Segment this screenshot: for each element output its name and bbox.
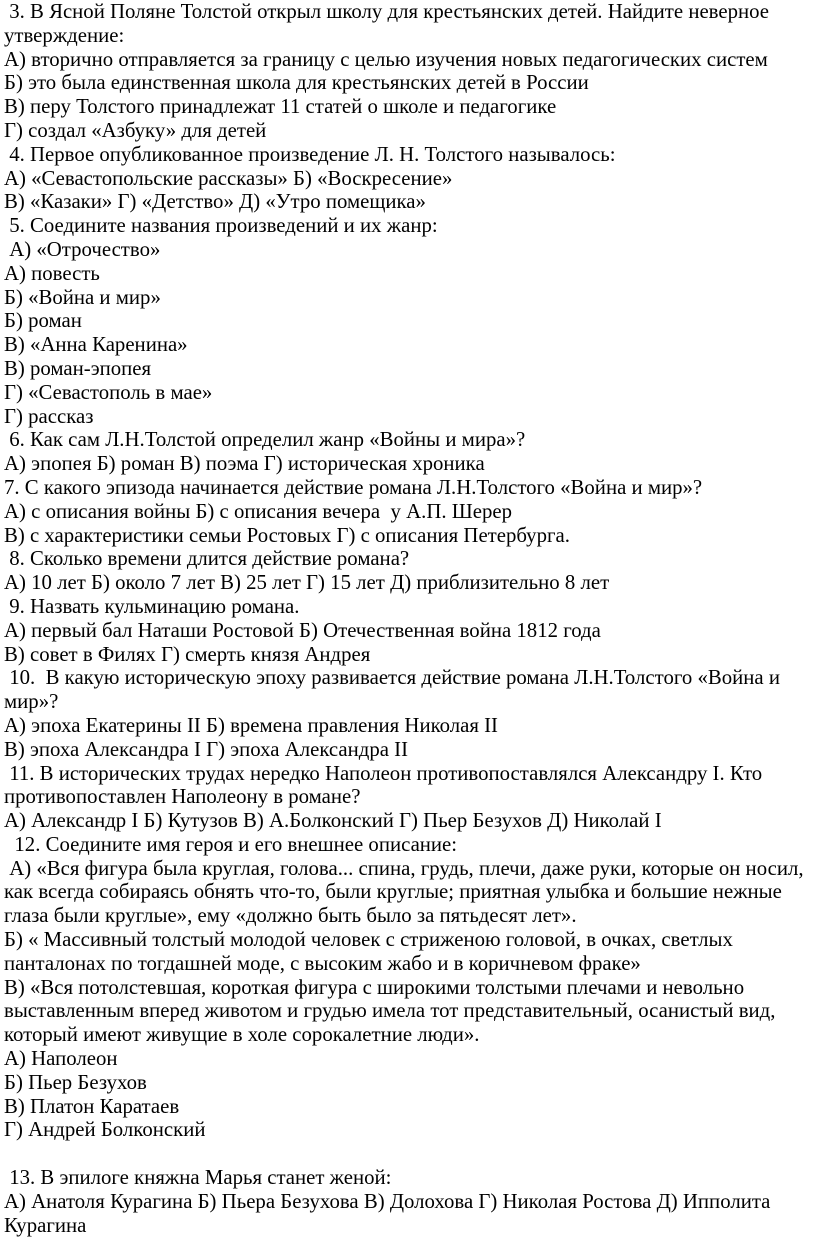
text-line: Б) это была единственная школа для крестьянских детей в России (4, 71, 589, 95)
text-line: Б) « Массивный толстый молодой человек с стриженою головой, в очках, светлых (4, 928, 733, 952)
text-line: Г) создал «Азбуку» для детей (4, 118, 267, 142)
text-line: противопоставлен Наполеону в романе? (4, 785, 361, 809)
text-line: В) с характеристики семьи Ростовых Г) с описания Петербурга. (4, 523, 570, 547)
text-line: А) вторично отправляется за границу с целью изучения новых педагогических систем (4, 47, 768, 71)
text-line: В) роман-эпопея (4, 356, 152, 380)
text-line: Б) «Война и мир» (4, 285, 161, 309)
text-line: Курагина (4, 1213, 87, 1237)
text-line: А) первый бал Наташи Ростовой Б) Отечественная война 1812 года (4, 618, 601, 642)
text-line: В) «Анна Каренина» (4, 333, 188, 357)
text-line: А) «Отрочество» (4, 237, 161, 261)
text-line: Г) рассказ (4, 404, 94, 428)
text-line: А) «Севастопольские рассказы» Б) «Воскресение» (4, 166, 453, 190)
text-line: В) перу Толстого принадлежат 11 статей о школе и педагогике (4, 95, 557, 119)
text-line: выставленным вперед животом и грудью имела тот представительный, осанистый вид, (4, 999, 776, 1023)
text-line: Б) Пьер Безухов (4, 1070, 147, 1094)
text-line: Г) Андрей Болконский (4, 1118, 206, 1142)
text-line: А) эпопея Б) роман В) поэма Г) историческая хроника (4, 452, 485, 476)
text-line: В) совет в Филях Г) смерть князя Андрея (4, 642, 371, 666)
text-line: А) эпоха Екатерины II Б) времена правления Николая II (4, 713, 498, 737)
text-line: глаза были круглые», ему «должно быть было за пятьдесят лет». (4, 904, 577, 928)
text-line: 12. Соедините имя героя и его внешнее описание: (4, 832, 458, 856)
text-line: В) Платон Каратаев (4, 1094, 180, 1118)
text-line: А) «Вся фигура была круглая, голова... спина, грудь, плечи, даже руки, которые он носил, (4, 856, 804, 880)
text-line: 7. С какого эпизода начинается действие романа Л.Н.Толстого «Война и мир»? (4, 475, 703, 499)
text-line: А) Наполеон (4, 1047, 118, 1071)
text-line: 6. Как сам Л.Н.Толстой определил жанр «Войны и мира»? (4, 428, 526, 452)
text-line: 8. Сколько времени длится действие романа? (4, 547, 410, 571)
text-line: как всегда собираясь обнять что-то, были круглые; приятная улыбка и большие нежные (4, 880, 782, 904)
text-line: 13. В эпилоге княжна Марья станет женой: (4, 1166, 392, 1190)
blank-line (4, 1142, 816, 1166)
text-line: А) с описания войны Б) с описания вечера у А.П. Шерер (4, 499, 512, 523)
text-line: 11. В исторических трудах нередко Наполеон противопоставлялся Александру I. Кто (4, 761, 763, 785)
text-line: 3. В Ясной Поляне Толстой открыл школу для крестьянских детей. Найдите неверное (4, 0, 770, 23)
text-line: А) Александр I Б) Кутузов В) А.Болконский Г) Пьер Безухов Д) Николай I (4, 809, 662, 833)
text-line: А) повесть (4, 261, 100, 285)
text-line: утверждение: (4, 23, 125, 47)
text-line: Б) роман (4, 309, 82, 333)
text-line: мир»? (4, 690, 59, 714)
text-line: 10. В какую историческую эпоху развивается действие романа Л.Н.Толстого «Война и (4, 666, 780, 690)
text-line: А) 10 лет Б) около 7 лет В) 25 лет Г) 15 лет Д) приблизительно 8 лет (4, 571, 610, 595)
text-line: Г) «Севастополь в мае» (4, 380, 213, 404)
text-line: 4. Первое опубликованное произведение Л. Н. Толстого называлось: (4, 142, 616, 166)
text-line: В) эпоха Александра I Г) эпоха Александра II (4, 737, 409, 761)
text-line: 9. Назвать кульминацию романа. (4, 594, 300, 618)
text-line: 5. Соедините названия произведений и их жанр: (4, 214, 438, 238)
text-line: В) «Казаки» Г) «Детство» Д) «Утро помещика» (4, 190, 426, 214)
text-line: который имеют живущие в холе сорокалетние люди». (4, 1023, 480, 1047)
text-line: В) «Вся потолстевшая, короткая фигура с широкими толстыми плечами и невольно (4, 975, 745, 999)
text-line: панталонах по тогдашней моде, с высоким жабо и в коричневом фраке» (4, 951, 641, 975)
text-line: А) Анатоля Курагина Б) Пьера Безухова В) Долохова Г) Николая Ростова Д) Ипполита (4, 1189, 771, 1213)
